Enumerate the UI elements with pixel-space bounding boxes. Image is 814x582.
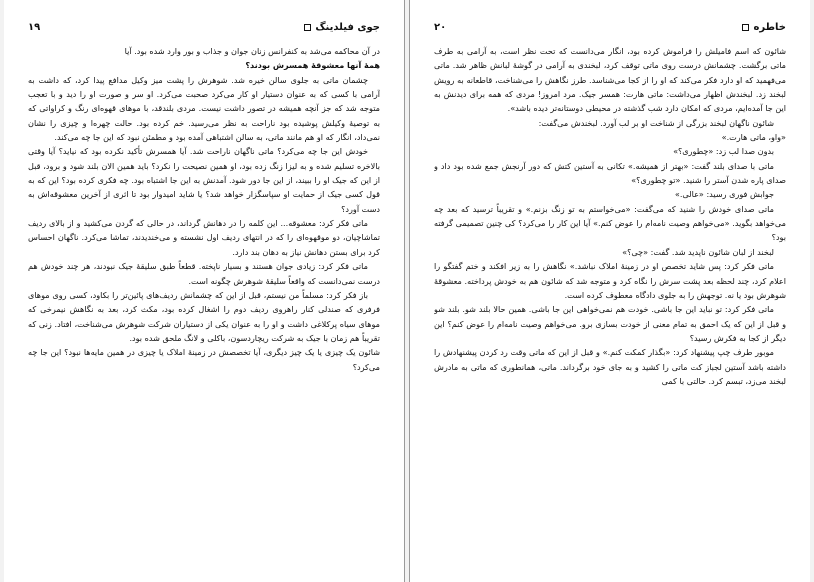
paragraph: باز فکر کرد: مسلماً من نیستم، قبل از این که چشمانش ردیف‌های پائین‌تر را بکاود، کسی روی موهای فرفری که صندلی کنار راهروی ردیف دوم را اشغال کرده بود، مکث کرد، بعد به نگاهش نیمرخی که موهای سیاه پرکلاغی داشت و او را به عنوان یکی از دستیاران شرکت شوهرش می‌شناخت، افتاد. زنی که تقریباً هم زمان با جیک به شرکت ریچاردسون، باکلی و لانگ ملحق شده بود.: [28, 289, 380, 343]
paragraph: لبخند از لبان شائون ناپدید شد. گفت: «چی؟»: [622, 246, 774, 257]
page-header: [28, 22, 380, 38]
paragraph: «واو، ماتی هارت.»: [721, 132, 786, 143]
page-header: [434, 22, 786, 38]
paragraph: در آن محاکمه می‌شد به کنفرانس زنان جوان و جذاب و بور وارد شده بود. آیا: [124, 46, 380, 56]
paragraph: ماتی فکر کرد: معشوقه... این کلمه را در دهانش گرداند، در حالی که گردن می‌کشید و از بالای ردیف تماشاچیان، دو موقهوه‌ای را که در انتهای ردیف اول نشسته و می‌خندیدند، تماشا می‌کرد. ناگهان احساس کرد برای بستن دهانش نیاز به دهان بند دارد.: [28, 218, 380, 257]
paragraph: ماتی با صدای بلند گفت: «بهتر از همیشه.» تکانی به آستین کتش که دور آرنجش جمع شده بود داد و صدای پاره شدن آستر را شنید. «تو چطوری؟»: [434, 160, 786, 186]
left-page: [4, 0, 405, 582]
paragraph: ماتی صدای خودش را شنید که می‌گفت: «می‌خواستم به تو زنگ بزنم.» و تقریباً ترسید که بعد چه می‌خواهد بگوید. «می‌خواهم وصیت نامه‌ام را عوض کنم.» آیا این کار را می‌کرد؟ کی چنین تصمیمی گرفته بود؟: [434, 203, 786, 243]
page-number: ۲۰: [434, 22, 447, 33]
square-bullet-icon: [742, 24, 749, 31]
paragraph: ماتی فکر کرد: پس شاید تخصص او در زمینهٔ املاک نباشد.» نگاهش را به زیر افکند و ختم گفتگو را اعلام کرد، چند لحظه بعد پشت سرش را نگاه کرد و متوجه شد که شائون هم به خودش پرداخته. معشوقهٔ شوهرش بود یا نه. توجهش را به جلوی دادگاه معطوف کرده است.: [434, 261, 786, 300]
paragraph: همهٔ آنها معشوقهٔ همسرش بودند؟: [245, 60, 380, 71]
page-body: [434, 44, 786, 576]
paragraph: شائون ناگهان لبخند بزرگی از شناخت او بر لب آورد. لبخندش می‌گفت:: [538, 117, 774, 128]
running-title: [738, 22, 786, 33]
paragraph: جوابش فوری رسید: «عالی.»: [674, 189, 774, 200]
paragraph: خودش این جا چه می‌کرد؟ ماتی ناگهان ناراحت شد. آیا همسرش تأکید نکرده بود که نیاید؟ آیا وقتی بالاخره تسلیم شده و به لیزا زنگ زده بود، او همین نصیحت را نکرد؟ باید همین الان بلند شود و برود، قبل از این که جیک او را ببیند، از این جا دور شود. آمدنش به این جا اشتباه بود. چه فکری کرده بود؟ این که به قول کسی جیک از حمایت او سپاسگزار خواهد شد؟ یا شاید امیدوار بود تا اثری از آخرین معشوقه‌اش به دست آورد؟: [28, 146, 380, 214]
running-title: [300, 22, 380, 33]
paragraph: شائون یک چیزی یا یک چیز دیگری، آیا تخصصش در زمینهٔ املاک یا چیزی در همین مایه‌ها نبود؟ این جا چه می‌کرد؟: [28, 347, 380, 372]
page-number: ۱۹: [28, 22, 41, 33]
title-text: جوی فیلدینگ: [315, 22, 380, 33]
paragraph: بدون صدا لب زد: «چطوری؟»: [673, 146, 774, 157]
paragraph: موبور طرف چپ پیشنهاد کرد: «بگذار کمکت کنم.» و قبل از این که ماتی وقت رد کردن پیشنهادش را داشته باشد آستین لجباز کت ماتی را کشید و به جای خود برگرداند. ماتی، همانطوری که ماتی به مادرش لبخند می‌زد، تبسم کرد. حالتی با کمی: [434, 347, 786, 386]
page-body: [28, 44, 380, 576]
square-bullet-icon: [304, 24, 311, 31]
paragraph: ماتی فکر کرد: تو نباید این جا باشی. خودت هم نمی‌خواهی این جا باشی. همین حالا بلند شو. بلند شو و قبل از این که یک احمق به تمام معنی از خودت بسازی برو. می‌خواهم وصیت نامه‌ام را عوض کنم؟ این دیگر از کجا به فکرش رسید؟: [434, 304, 786, 343]
right-page: [409, 0, 810, 582]
paragraph: ماتی فکر کرد: زیادی جوان هستند و بسیار ناپخته. قطعاً طبق سلیقهٔ جیک نبودند، هر چند خودش هم درست نمی‌دانست که واقعاً سلیقهٔ شوهرش چگونه است.: [28, 261, 380, 286]
paragraph: چشمان ماتی به جلوی سالن خیره شد. شوهرش را پشت میز وکیل مدافع پیدا کرد، که داشت به آرامی با کسی که به عنوان دستیار او کار می‌کرد صحبت می‌کرد. او سر و صورت او را دید و با تعجب متوجه شد که جز آنچه همیشه در تصور داشت نیست. مردی بلندقد، با موهای قهوه‌ای رنگ و کراواتی که به توصیهٔ وکیلش پوشیده بود ناراحت به نظر می‌رسید. خم کرده بود. حالت چهره‌ا و چیزی را نشان نمی‌داد، انگار که او هم مانند ماتی، به سالن اشتباهی آمده بود و مطمئن نبود که این جا چه می‌کند.: [28, 74, 380, 143]
title-text: خاطره: [753, 22, 786, 33]
paragraph: شائون که اسم فامیلش را فراموش کرده بود، انگار می‌دانست که تحت نظر است، به آرامی به طرف ماتی برگشت. چشمانش درست روی ماتی توقف کرد، لبخندی به آرامی در گوشهٔ لبانش ظاهر شد. ماتی می‌فهمید که او دارد فکر می‌کند که او را از کجا می‌شناسد. طرز نگاهش را می‌شناخت، قاطعانه به رویش لبخند زد. لبخندش اظهار می‌داشت: ماتی هارت: همسر جیک. مرد امروز! مردی که همه برای دیدنش به این جا آمده‌ایم، مردی که امکان دارد شب گذشته در محیطی دوستانه‌تر دیده باشد».: [434, 46, 786, 114]
